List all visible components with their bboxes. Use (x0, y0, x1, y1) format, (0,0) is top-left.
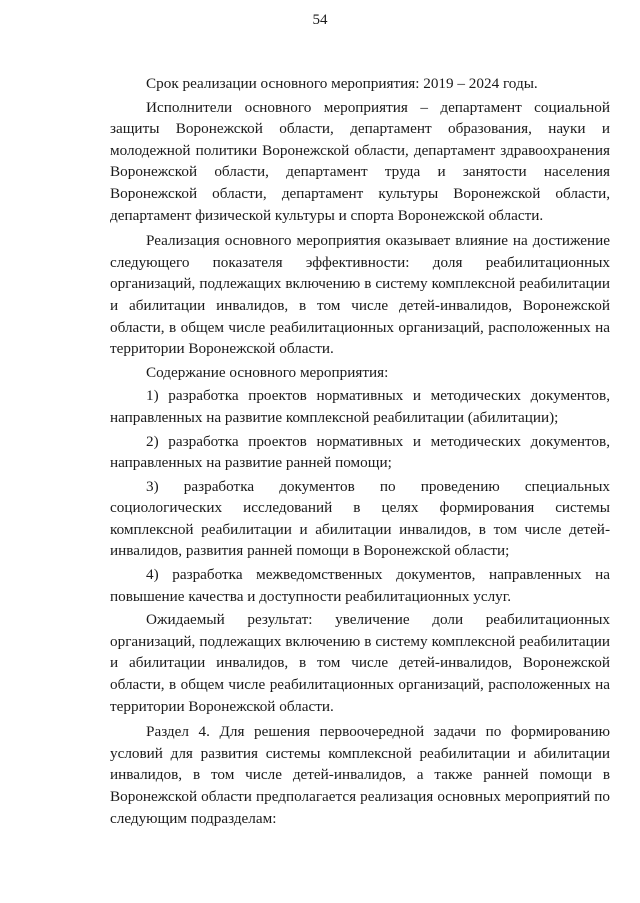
list-item-1: 1) разработка проектов нормативных и методических документов, направленных на развитие комплексной реабилитации (абилитации); (110, 387, 610, 426)
list-item-3: 3) разработка документов по проведению специальных социологических исследований в целях формирования системы комплексной реабилитации и абилитации инвалидов, в том числе детей-инвалидов, развития ранней помощи в Воронежской области; (110, 477, 610, 560)
paragraph-efficiency-indicator: Реализация основного мероприятия оказывает влияние на достижение следующего показателя эффективности: доля реабилитационных организаций, подлежащих включению в систему комплексной реабилитации и абилитации инвалидов, в том числе детей-инвалидов, Воронежской области, в общем числе реабилитационных организаций, расположенных на территории Воронежской области. (110, 232, 610, 358)
paragraph-content-heading: Содержание основного мероприятия: (146, 363, 389, 381)
paragraph-implementation-period: Срок реализации основного мероприятия: 2019 – 2024 годы. (146, 75, 538, 92)
paragraph-expected-result: Ожидаемый результат: увеличение доли реабилитационных организаций, подлежащих включению в систему комплексной реабилитации и абилитации инвалидов, в том числе детей-инвалидов, Воронежской области, в общем числе реабилитационных организаций, расположенных на территории Воронежской области. (110, 611, 610, 715)
document-body (110, 73, 610, 831)
paragraph-section-4: Раздел 4. Для решения первоочередной задачи по формированию условий для развития системы комплексной реабилитации и абилитации инвалидов, в том числе детей-инвалидов, а также ранней помощи в Воронежской области предполагается реализация основных мероприятий по следующим подразделам: (110, 723, 610, 827)
list-item-4: 4) разработка межведомственных документов, направленных на повышение качества и доступности реабилитационных услуг. (110, 566, 610, 605)
list-item-2: 2) разработка проектов нормативных и методических документов, направленных на развитие ранней помощи; (110, 432, 610, 472)
page-number: 54 (312, 12, 328, 28)
paragraph-executors: Исполнители основного мероприятия – департамент социальной защиты Воронежской области, департамент образования, науки и молодежной политики Воронежской области, департамент здравоохранения Воронежской области, департамент труда и занятости населения Воронежской области, департамент культуры Воронежской области, департамент физической культуры и спорта Воронежской области. (110, 98, 610, 224)
